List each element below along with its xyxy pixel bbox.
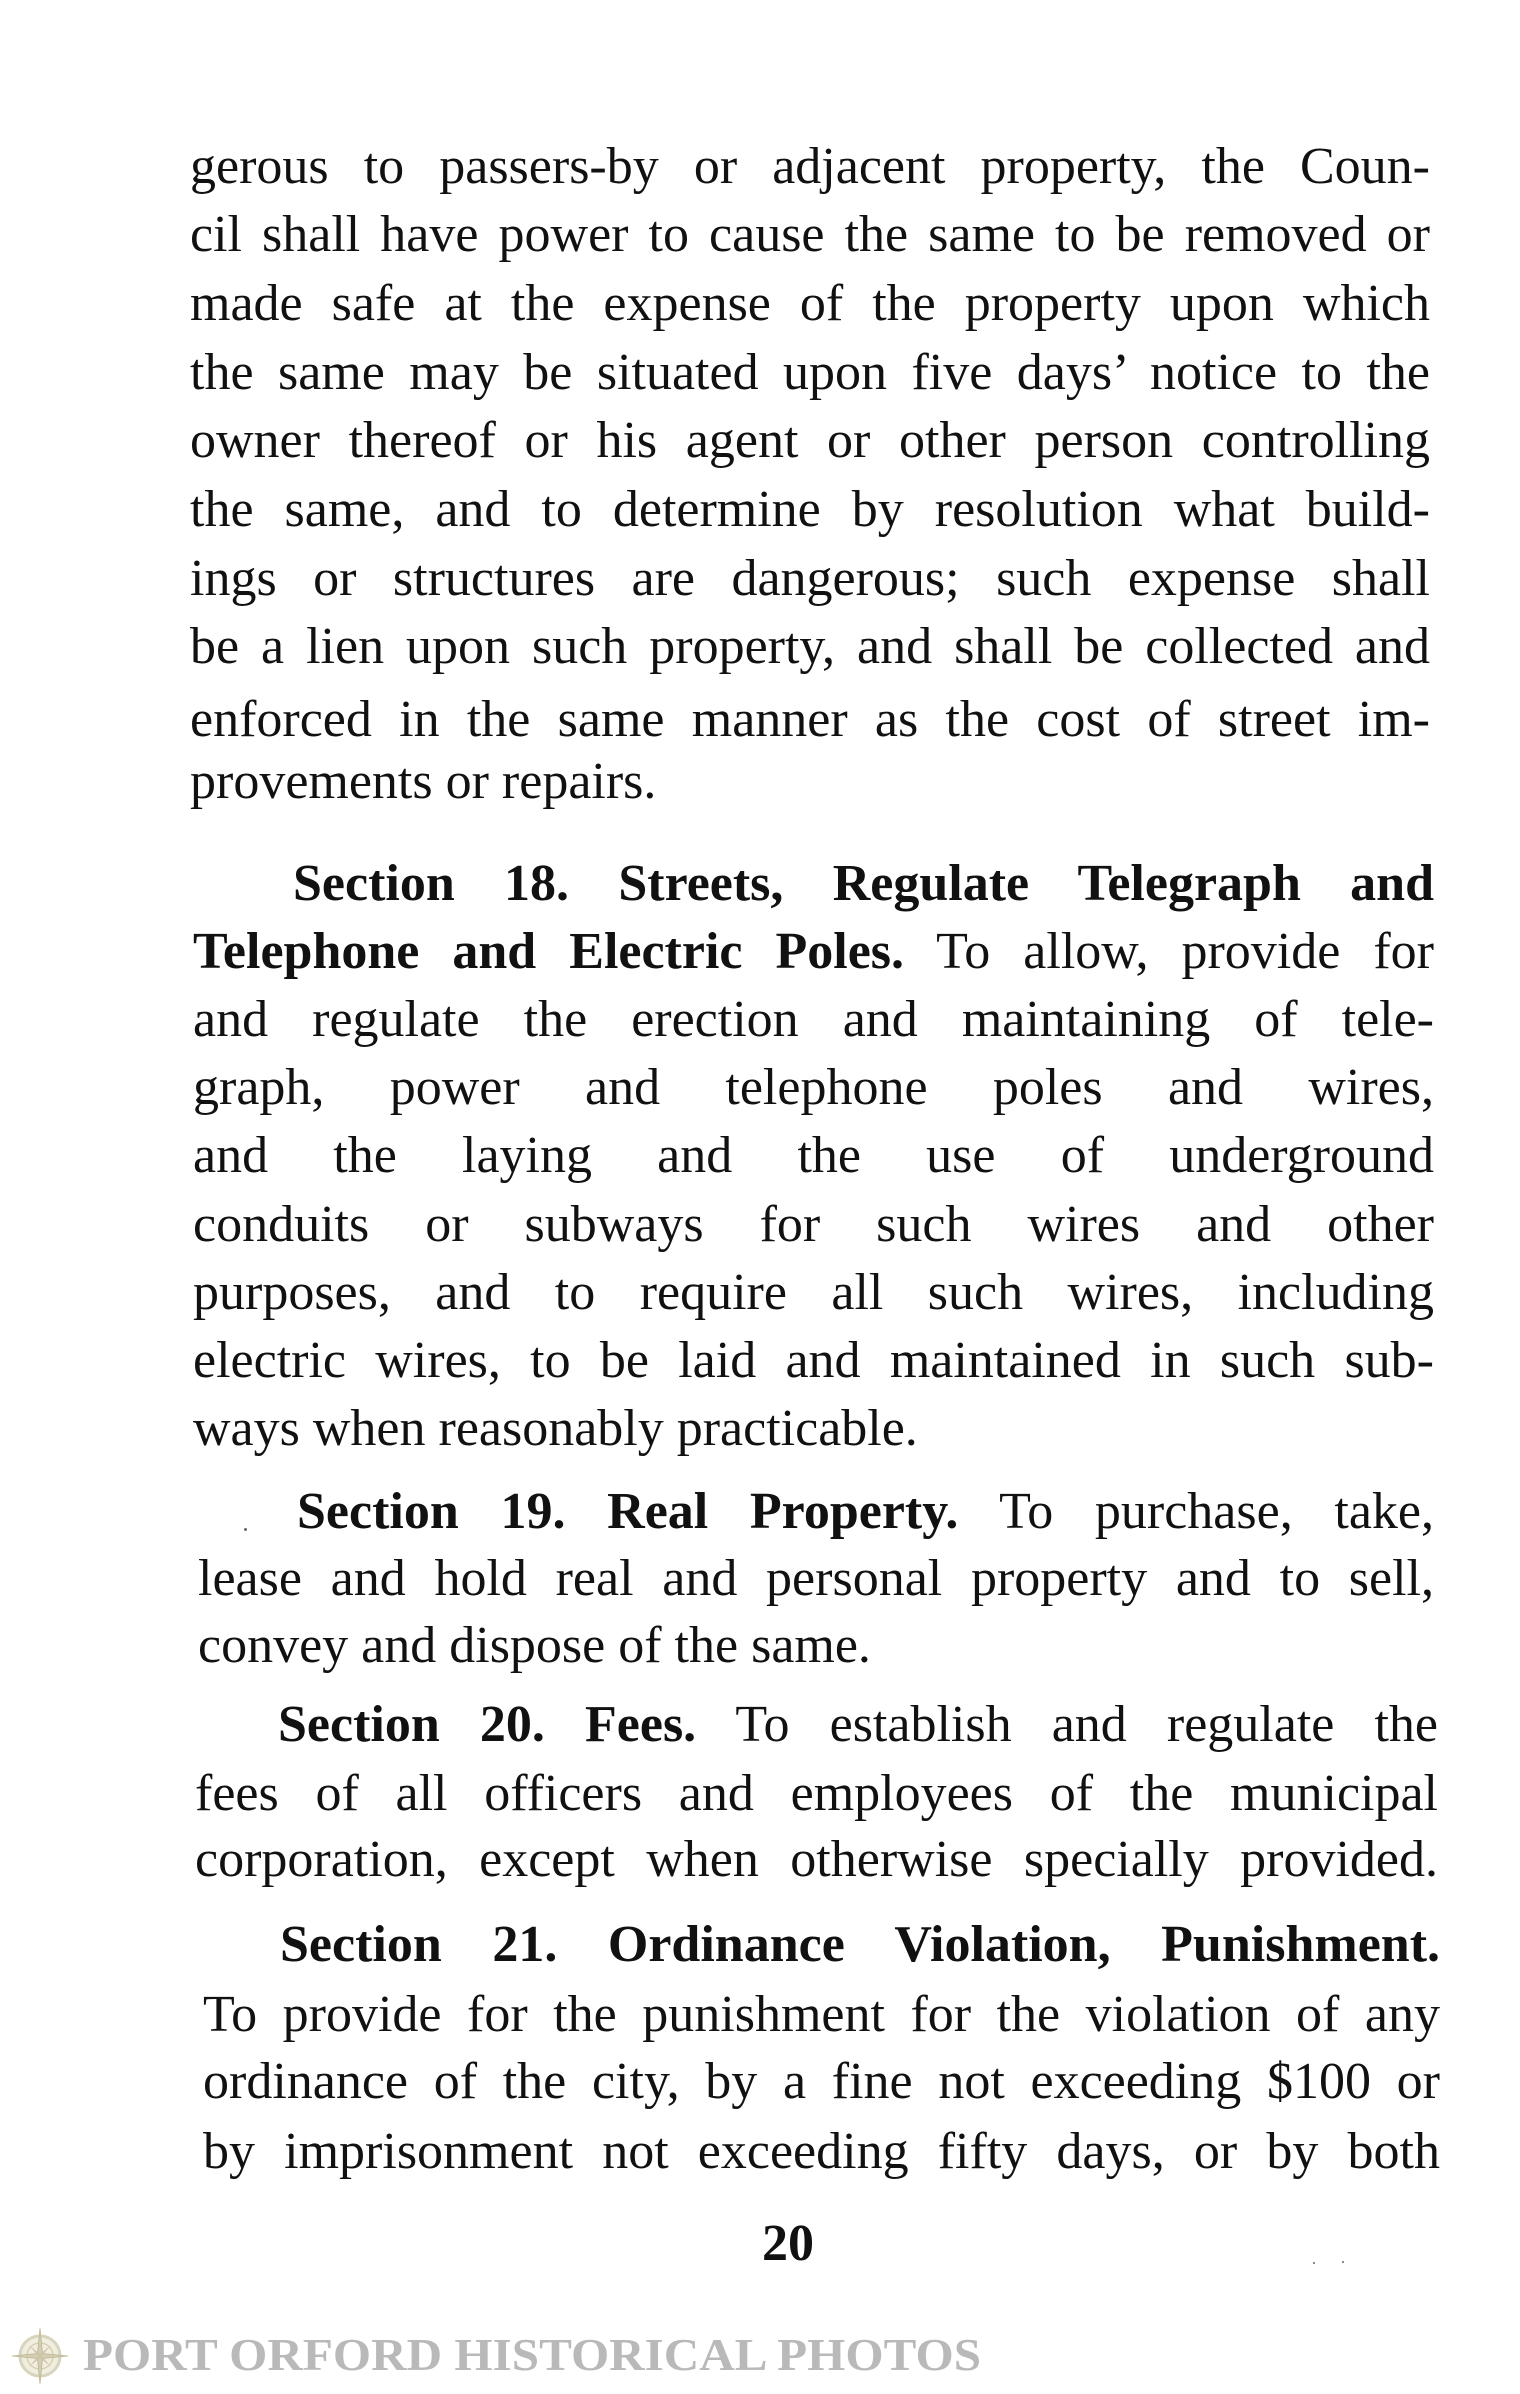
body-text: the same may be situated upon five days’ notice to the — [190, 344, 1430, 401]
text-line — [190, 753, 1430, 810]
page-number: 20 — [762, 2215, 814, 2272]
body-text: ings or structures are dangerous; such expense shall — [190, 550, 1430, 607]
print-speck — [1342, 2261, 1344, 2263]
body-text — [569, 855, 618, 912]
text-line — [203, 2053, 1440, 2110]
text-line — [190, 206, 1430, 263]
body-text: To establish and regulate the — [696, 1696, 1439, 1753]
body-text: purposes, and to require all such wires, including — [193, 1264, 1434, 1321]
bold-heading-text: Ordinance Violation, Punishment. — [607, 1916, 1441, 1973]
text-line — [297, 1483, 1434, 1540]
bold-heading-text: Section 19. — [297, 1483, 566, 1540]
bold-heading-text: Telephone and Electric Poles. — [193, 923, 905, 980]
text-line — [190, 344, 1430, 401]
watermark-text: PORT ORFORD HISTORICAL PHOTOS — [83, 2329, 982, 2380]
text-line — [190, 481, 1430, 538]
text-line — [193, 1196, 1434, 1253]
body-text: by imprisonment not exceeding fifty days, or by both — [203, 2123, 1440, 2180]
body-text: lease and hold real and personal property and to sell, — [198, 1550, 1434, 1607]
body-text: To provide for the punishment for the violation of any — [203, 1986, 1440, 2043]
watermark — [0, 2326, 1000, 2386]
body-text: provements or repairs. — [190, 753, 657, 810]
bold-heading-text: Section 20. — [278, 1696, 545, 1753]
body-text: conduits or subways for such wires and other — [193, 1196, 1434, 1253]
body-text: made safe at the expense of the property upon which — [190, 275, 1430, 332]
body-text: To allow, provide for — [904, 923, 1434, 980]
body-text: and regulate the erection and maintaining of tele- — [193, 991, 1434, 1048]
body-text: To purchase, take, — [958, 1483, 1434, 1540]
body-text: the same, and to determine by resolution what build- — [190, 481, 1430, 538]
text-line — [193, 991, 1434, 1048]
text-line — [198, 1550, 1434, 1607]
body-text — [557, 1916, 608, 1973]
text-line — [293, 855, 1434, 912]
text-line — [195, 1831, 1438, 1888]
text-line — [193, 1264, 1434, 1321]
body-text: owner thereof or his agent or other person controlling — [190, 412, 1430, 469]
text-line — [198, 1617, 1434, 1674]
text-line — [193, 1127, 1434, 1184]
text-line — [190, 618, 1430, 675]
text-line — [190, 138, 1430, 195]
print-speck — [1313, 2262, 1315, 2264]
text-line — [280, 1916, 1441, 1973]
text-line — [190, 550, 1430, 607]
text-line — [193, 1059, 1434, 1116]
bold-heading-text: Real Property. — [607, 1483, 959, 1540]
body-text: corporation, except when otherwise specially provided. — [195, 1831, 1438, 1888]
text-line — [203, 2123, 1440, 2180]
body-text: be a lien upon such property, and shall be collected and — [190, 618, 1430, 675]
text-line — [195, 1765, 1438, 1822]
bold-heading-text: Fees. — [585, 1696, 697, 1753]
body-text — [545, 1696, 585, 1753]
bold-heading-text: Section 21. — [280, 1916, 558, 1973]
text-line — [193, 1400, 1434, 1457]
body-text: ways when reasonably practicable. — [193, 1400, 918, 1457]
text-line — [278, 1696, 1439, 1753]
text-line — [203, 1986, 1440, 2043]
body-text: graph, power and telephone poles and wires, — [193, 1059, 1434, 1116]
bold-heading-text: Streets, Regulate Telegraph and — [618, 855, 1434, 912]
body-text — [565, 1483, 607, 1540]
text-line — [190, 691, 1430, 748]
text-line — [190, 275, 1430, 332]
body-text: cil shall have power to cause the same to be removed or — [190, 206, 1430, 263]
body-text: fees of all officers and employees of the municipal — [195, 1765, 1438, 1822]
body-text: ordinance of the city, by a fine not exceeding $100 or — [203, 2053, 1440, 2110]
text-line — [193, 923, 1434, 980]
body-text: and the laying and the use of underground — [193, 1127, 1434, 1184]
body-text: enforced in the same manner as the cost of street im- — [190, 691, 1430, 748]
print-speck — [244, 1528, 247, 1531]
text-line — [190, 412, 1430, 469]
text-line — [193, 1332, 1434, 1389]
compass-rose-icon — [10, 2326, 70, 2386]
body-text: electric wires, to be laid and maintained in such sub- — [193, 1332, 1434, 1389]
body-text: convey and dispose of the same. — [198, 1617, 871, 1674]
body-text: gerous to passers-by or adjacent property, the Coun- — [190, 138, 1430, 195]
bold-heading-text: Section 18. — [293, 855, 570, 912]
